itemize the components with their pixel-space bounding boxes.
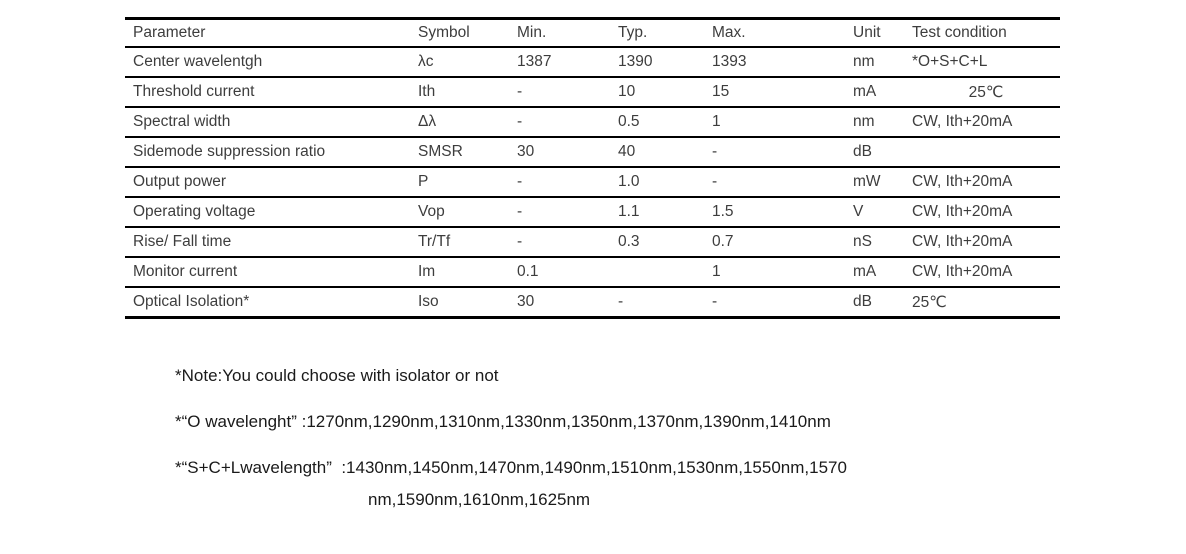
cell-unit: nm: [853, 113, 875, 130]
cell-parameter: Spectral width: [133, 113, 231, 130]
note-isolator: *Note:You could choose with isolator or not: [175, 366, 499, 385]
cell-parameter: Monitor current: [133, 263, 238, 280]
cell-unit: mA: [853, 263, 877, 280]
table-row: [125, 136, 1060, 166]
cell-unit: dB: [853, 143, 872, 160]
cell-test-condition: CW, Ith+20mA: [912, 263, 1013, 280]
cell-parameter: Sidemode suppression ratio: [133, 143, 326, 160]
table-row: [125, 196, 1060, 226]
cell-parameter: Rise/ Fall time: [133, 233, 232, 250]
table-row: [125, 166, 1060, 196]
cell-min: 30: [517, 143, 535, 160]
cell-test-condition: 25℃: [912, 293, 947, 311]
cell-test-condition: CW, Ith+20mA: [912, 233, 1013, 250]
note-scl-wavelength-line1: *“S+C+Lwavelength” :1430nm,1450nm,1470nm,1490nm,1510nm,1530nm,1550nm,1570: [175, 458, 847, 477]
cell-symbol: P: [418, 173, 429, 190]
cell-max: -: [712, 293, 718, 310]
table-row: [125, 256, 1060, 286]
cell-min: 0.1: [517, 263, 539, 280]
header-parameter: Parameter: [133, 24, 206, 41]
cell-test-condition: 25℃: [968, 83, 1004, 101]
table-row: [125, 76, 1060, 106]
header-typ: Typ.: [618, 24, 648, 41]
cell-parameter: Center wavelentgh: [133, 53, 263, 70]
cell-parameter: Threshold current: [133, 83, 255, 100]
cell-max: -: [712, 143, 718, 160]
header-max: Max.: [712, 24, 746, 41]
cell-max: 1: [712, 263, 721, 280]
cell-parameter: Output power: [133, 173, 227, 190]
cell-parameter: Optical Isolation*: [133, 293, 250, 310]
table-row: [125, 106, 1060, 136]
cell-symbol: SMSR: [418, 143, 463, 160]
cell-test-condition: CW, Ith+20mA: [912, 203, 1013, 220]
cell-symbol: Vop: [418, 203, 445, 220]
cell-test-condition: CW, Ith+20mA: [912, 173, 1013, 190]
cell-typ: 0.5: [618, 113, 640, 130]
cell-min: -: [517, 83, 523, 100]
header-unit: Unit: [853, 24, 881, 41]
cell-min: 1387: [517, 53, 552, 70]
cell-typ: 10: [618, 83, 636, 100]
table-row: [125, 226, 1060, 256]
table-header-row: [125, 20, 1060, 46]
header-test-condition: Test condition: [912, 24, 1007, 41]
cell-max: 1.5: [712, 203, 734, 220]
cell-unit: mW: [853, 173, 881, 190]
cell-max: 15: [712, 83, 730, 100]
cell-symbol: λc: [418, 53, 434, 70]
cell-unit: V: [853, 203, 864, 220]
cell-max: 1: [712, 113, 721, 130]
header-min: Min.: [517, 24, 547, 41]
spec-table: [125, 17, 1060, 319]
cell-min: -: [517, 113, 523, 130]
cell-min: -: [517, 233, 523, 250]
cell-test-condition: CW, Ith+20mA: [912, 113, 1013, 130]
cell-symbol: Im: [418, 263, 436, 280]
cell-typ: 40: [618, 143, 636, 160]
cell-test-condition: *O+S+C+L: [912, 53, 988, 70]
cell-symbol: Δλ: [418, 113, 437, 130]
cell-symbol: Ith: [418, 83, 436, 100]
cell-parameter: Operating voltage: [133, 203, 256, 220]
cell-max: -: [712, 173, 718, 190]
cell-unit: nm: [853, 53, 875, 70]
cell-symbol: Iso: [418, 293, 439, 310]
cell-typ: 1390: [618, 53, 653, 70]
note-scl-wavelength-line2: nm,1590nm,1610nm,1625nm: [368, 490, 591, 509]
cell-typ: 0.3: [618, 233, 640, 250]
cell-typ: 1.1: [618, 203, 640, 220]
cell-symbol: Tr/Tf: [418, 233, 451, 250]
cell-unit: mA: [853, 83, 877, 100]
cell-min: 30: [517, 293, 535, 310]
cell-typ: -: [618, 293, 624, 310]
cell-unit: dB: [853, 293, 872, 310]
cell-min: -: [517, 203, 523, 220]
header-symbol: Symbol: [418, 24, 470, 41]
cell-unit: nS: [853, 233, 872, 250]
cell-max: 1393: [712, 53, 747, 70]
cell-typ: 1.0: [618, 173, 640, 190]
cell-min: -: [517, 173, 523, 190]
table-row: [125, 286, 1060, 316]
note-o-wavelength: *“O wavelenght” :1270nm,1290nm,1310nm,1330nm,1350nm,1370nm,1390nm,1410nm: [175, 412, 831, 431]
cell-max: 0.7: [712, 233, 734, 250]
table-row: [125, 46, 1060, 76]
